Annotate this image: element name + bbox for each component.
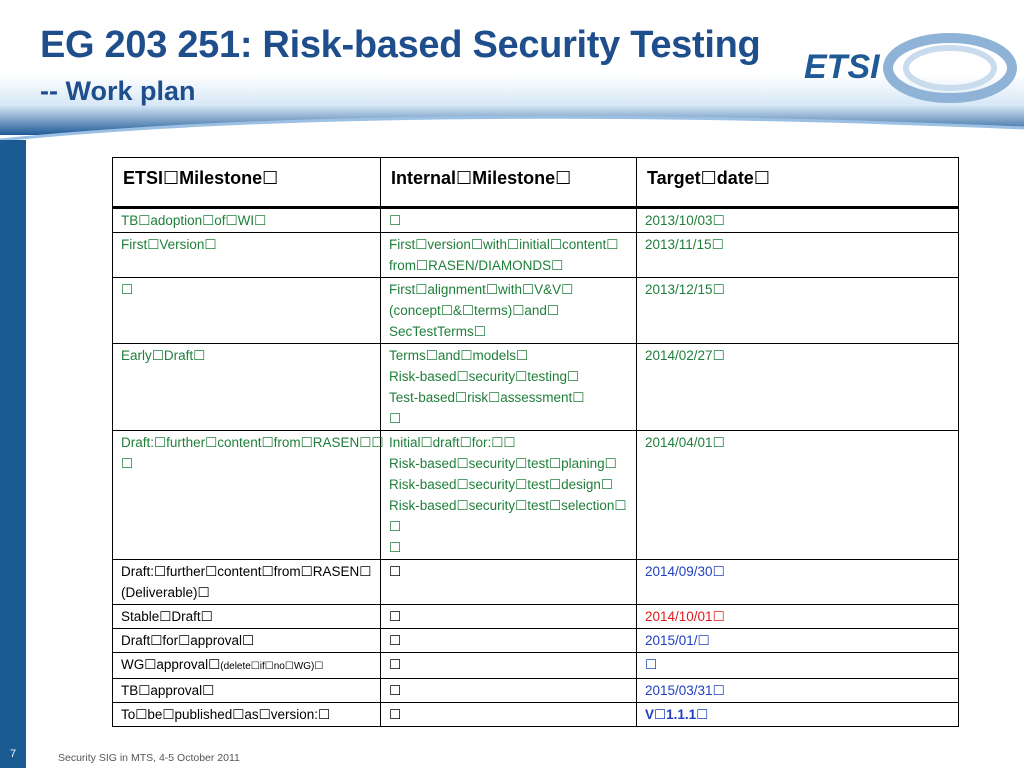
page-subtitle: -- Work plan: [40, 76, 196, 106]
header-etsi-milestone: ETSI☐Milestone☐: [113, 158, 381, 208]
cell-internal-milestone: [381, 344, 637, 431]
cell-line: Early☐Draft☐: [121, 348, 206, 363]
table-row: [113, 431, 959, 560]
cell-internal-milestone: [381, 679, 637, 703]
cell-line: To☐be☐published☐as☐version:☐: [121, 707, 331, 722]
cell-line: ☐: [389, 707, 402, 722]
cell-line: ☐: [389, 633, 402, 648]
header-target-date: Target☐date☐: [637, 158, 959, 208]
cell-line: 2014/02/27☐: [645, 348, 725, 363]
cell-line: (concept☐&☐terms)☐and☐: [389, 303, 559, 318]
logo-text: ETSI: [804, 48, 880, 86]
cell-line: 2014/09/30☐: [645, 564, 725, 579]
cell-line: First☐version☐with☐initial☐content☐: [389, 237, 619, 252]
table-row: [113, 703, 959, 727]
page-title: EG 203 251: Risk-based Security Testing: [40, 24, 761, 66]
cell-etsi-milestone: [113, 208, 381, 233]
cell-internal-milestone: [381, 560, 637, 605]
cell-line: Risk-based☐security☐test☐design☐: [389, 477, 613, 492]
cell-line: ☐: [389, 657, 402, 672]
cell-line: ☐: [389, 564, 402, 579]
cell-internal-milestone: [381, 431, 637, 560]
cell-note: (delete☐if☐no☐WG)☐: [220, 661, 324, 672]
header-internal-milestone: Internal☐Milestone☐: [381, 158, 637, 208]
cell-line: Draft☐for☐approval☐: [121, 633, 255, 648]
cell-line: Stable☐Draft☐: [121, 609, 213, 624]
cell-line: Risk-based☐security☐testing☐: [389, 369, 580, 384]
cell-etsi-milestone: [113, 605, 381, 629]
cell-line: ☐: [389, 683, 402, 698]
cell-internal-milestone: [381, 278, 637, 344]
cell-line: Risk-based☐security☐test☐selection☐: [389, 498, 627, 513]
cell-line: Test-based☐risk☐assessment☐: [389, 390, 585, 405]
cell-line: V☐1.1.1☐: [645, 707, 709, 722]
table-header-row: [113, 158, 959, 208]
cell-line: 2015/03/31☐: [645, 683, 725, 698]
table-row: [113, 233, 959, 278]
etsi-logo: [800, 28, 1020, 108]
cell-target-date: [637, 560, 959, 605]
cell-line: Draft:☐further☐content☐from☐RASEN☐☐: [121, 435, 384, 450]
cell-line: First☐alignment☐with☐V&V☐: [389, 282, 574, 297]
table-row: [113, 629, 959, 653]
left-accent-bar: [0, 140, 26, 768]
cell-etsi-milestone: [113, 703, 381, 727]
cell-target-date: [637, 679, 959, 703]
cell-internal-milestone: [381, 605, 637, 629]
cell-line: (Deliverable)☐: [121, 585, 210, 600]
cell-line: ☐: [645, 657, 658, 672]
cell-target-date: [637, 703, 959, 727]
cell-line: 2014/04/01☐: [645, 435, 725, 450]
table-row: [113, 605, 959, 629]
cell-line: 2015/01/☐: [645, 633, 710, 648]
cell-line: TB☐adoption☐of☐WI☐: [121, 213, 267, 228]
cell-internal-milestone: [381, 233, 637, 278]
cell-target-date: [637, 278, 959, 344]
work-plan-table: [112, 157, 959, 727]
table-row: [113, 560, 959, 605]
cell-etsi-milestone: [113, 629, 381, 653]
table-row: [113, 208, 959, 233]
table-row: [113, 344, 959, 431]
table-body: [113, 208, 959, 727]
cell-etsi-milestone: [113, 344, 381, 431]
cell-target-date: [637, 208, 959, 233]
cell-line: 2013/12/15☐: [645, 282, 725, 297]
cell-line: First☐Version☐: [121, 237, 217, 252]
cell-line: ☐: [121, 282, 134, 297]
cell-internal-milestone: [381, 208, 637, 233]
table-row: [113, 278, 959, 344]
cell-internal-milestone: [381, 703, 637, 727]
table-row: [113, 653, 959, 679]
table-row: [113, 679, 959, 703]
cell-etsi-milestone: [113, 233, 381, 278]
cell-etsi-milestone: [113, 679, 381, 703]
cell-line: ☐: [389, 411, 402, 426]
cell-line: 2014/10/01☐: [645, 609, 725, 624]
cell-line: 2013/11/15☐: [645, 237, 724, 252]
cell-internal-milestone: [381, 629, 637, 653]
page-number: 7: [9, 748, 17, 760]
footer-text: Security SIG in MTS, 4-5 October 2011: [58, 752, 240, 764]
cell-line: ☐: [389, 540, 402, 555]
cell-target-date: [637, 431, 959, 560]
cell-line: TB☐approval☐: [121, 683, 215, 698]
cell-internal-milestone: [381, 653, 637, 679]
cell-etsi-milestone: [113, 278, 381, 344]
cell-line: Initial☐draft☐for:☐☐: [389, 435, 516, 450]
cell-line: from☐RASEN/DIAMONDS☐: [389, 258, 564, 273]
cell-line: ☐: [121, 456, 134, 471]
cell-target-date: [637, 344, 959, 431]
cell-line: Risk-based☐security☐test☐planing☐: [389, 456, 617, 471]
cell-line: WG☐approval☐(delete☐if☐no☐WG)☐: [121, 657, 324, 672]
cell-target-date: [637, 605, 959, 629]
cell-line: ☐: [389, 519, 402, 534]
cell-line: ☐: [389, 609, 402, 624]
cell-etsi-milestone: [113, 431, 384, 560]
cell-target-date: [637, 653, 959, 679]
cell-line: Draft:☐further☐content☐from☐RASEN☐: [121, 564, 372, 579]
header-wave: [0, 110, 1024, 150]
cell-line: SecTestTerms☐: [389, 324, 486, 339]
cell-line: 2013/10/03☐: [645, 213, 725, 228]
cell-line: ☐: [389, 213, 402, 228]
cell-etsi-milestone: [113, 653, 381, 679]
cell-target-date: [637, 629, 959, 653]
cell-etsi-milestone: [113, 560, 381, 605]
cell-line: Terms☐and☐models☐: [389, 348, 529, 363]
cell-target-date: [637, 233, 959, 278]
